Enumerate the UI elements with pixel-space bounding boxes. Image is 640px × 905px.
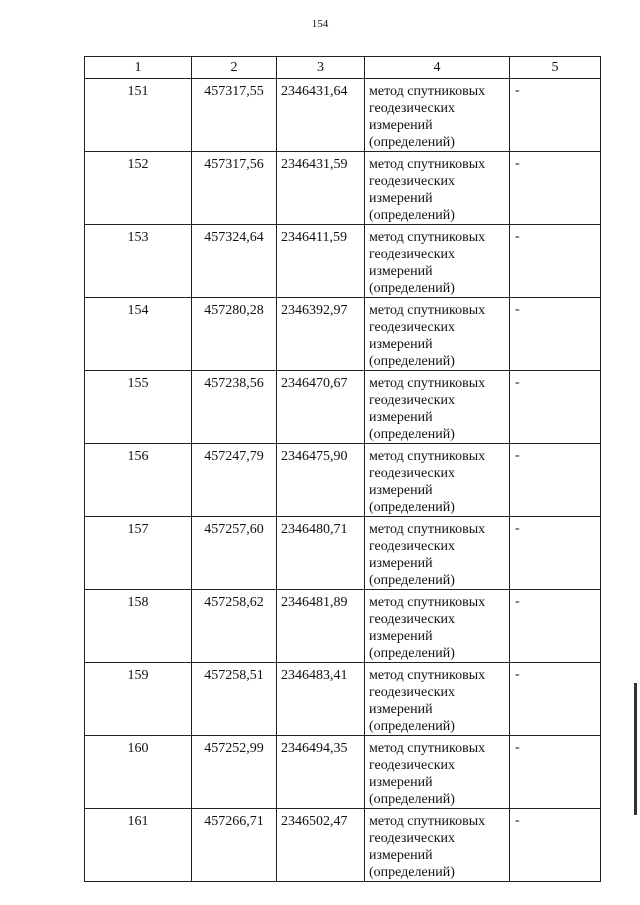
y-coordinate-cell: 2346502,47 — [277, 809, 365, 882]
method-cell: метод спутниковых геодезических измерений (определений) — [365, 79, 510, 152]
note-cell: - — [510, 371, 601, 444]
method-cell: метод спутниковых геодезических измерений (определений) — [365, 736, 510, 809]
note-cell: - — [510, 736, 601, 809]
table-row — [85, 517, 601, 590]
note-cell: - — [510, 809, 601, 882]
method-cell: метод спутниковых геодезических измерений (определений) — [365, 517, 510, 590]
table-row — [85, 298, 601, 371]
point-number-cell: 160 — [85, 736, 192, 809]
x-coordinate-cell: 457317,55 — [192, 79, 277, 152]
method-cell: метод спутниковых геодезических измерений (определений) — [365, 152, 510, 225]
note-cell: - — [510, 298, 601, 371]
table-row — [85, 809, 601, 882]
y-coordinate-cell: 2346480,71 — [277, 517, 365, 590]
note-cell: - — [510, 225, 601, 298]
x-coordinate-cell: 457266,71 — [192, 809, 277, 882]
x-coordinate-cell: 457247,79 — [192, 444, 277, 517]
x-coordinate-cell: 457258,62 — [192, 590, 277, 663]
table-row — [85, 590, 601, 663]
coordinates-table — [84, 56, 601, 882]
note-cell: - — [510, 444, 601, 517]
x-coordinate-cell: 457238,56 — [192, 371, 277, 444]
table-row — [85, 79, 601, 152]
note-cell: - — [510, 590, 601, 663]
note-cell: - — [510, 79, 601, 152]
y-coordinate-cell: 2346470,67 — [277, 371, 365, 444]
table-header-row — [85, 57, 601, 79]
table-row — [85, 663, 601, 736]
page-number: 154 — [311, 18, 329, 30]
x-coordinate-cell: 457258,51 — [192, 663, 277, 736]
note-cell: - — [510, 517, 601, 590]
y-coordinate-cell: 2346494,35 — [277, 736, 365, 809]
point-number-cell: 158 — [85, 590, 192, 663]
method-cell: метод спутниковых геодезических измерений (определений) — [365, 298, 510, 371]
header-col-4: 4 — [365, 57, 510, 79]
x-coordinate-cell: 457252,99 — [192, 736, 277, 809]
margin-mark — [634, 683, 637, 815]
table-row — [85, 225, 601, 298]
method-cell: метод спутниковых геодезических измерений (определений) — [365, 371, 510, 444]
table-row — [85, 444, 601, 517]
method-cell: метод спутниковых геодезических измерений (определений) — [365, 225, 510, 298]
point-number-cell: 157 — [85, 517, 192, 590]
point-number-cell: 151 — [85, 79, 192, 152]
y-coordinate-cell: 2346411,59 — [277, 225, 365, 298]
table-row — [85, 371, 601, 444]
table-row — [85, 152, 601, 225]
y-coordinate-cell: 2346392,97 — [277, 298, 365, 371]
point-number-cell: 161 — [85, 809, 192, 882]
coordinates-table-container — [84, 56, 601, 882]
note-cell: - — [510, 663, 601, 736]
y-coordinate-cell: 2346483,41 — [277, 663, 365, 736]
method-cell: метод спутниковых геодезических измерений (определений) — [365, 663, 510, 736]
y-coordinate-cell: 2346431,64 — [277, 79, 365, 152]
y-coordinate-cell: 2346481,89 — [277, 590, 365, 663]
header-col-2: 2 — [192, 57, 277, 79]
point-number-cell: 152 — [85, 152, 192, 225]
x-coordinate-cell: 457317,56 — [192, 152, 277, 225]
point-number-cell: 159 — [85, 663, 192, 736]
method-cell: метод спутниковых геодезических измерений (определений) — [365, 809, 510, 882]
x-coordinate-cell: 457280,28 — [192, 298, 277, 371]
x-coordinate-cell: 457324,64 — [192, 225, 277, 298]
table-row — [85, 736, 601, 809]
y-coordinate-cell: 2346431,59 — [277, 152, 365, 225]
point-number-cell: 154 — [85, 298, 192, 371]
header-col-1: 1 — [85, 57, 192, 79]
point-number-cell: 155 — [85, 371, 192, 444]
note-cell: - — [510, 152, 601, 225]
x-coordinate-cell: 457257,60 — [192, 517, 277, 590]
method-cell: метод спутниковых геодезических измерений (определений) — [365, 590, 510, 663]
header-col-3: 3 — [277, 57, 365, 79]
header-col-5: 5 — [510, 57, 601, 79]
y-coordinate-cell: 2346475,90 — [277, 444, 365, 517]
point-number-cell: 156 — [85, 444, 192, 517]
point-number-cell: 153 — [85, 225, 192, 298]
method-cell: метод спутниковых геодезических измерений (определений) — [365, 444, 510, 517]
